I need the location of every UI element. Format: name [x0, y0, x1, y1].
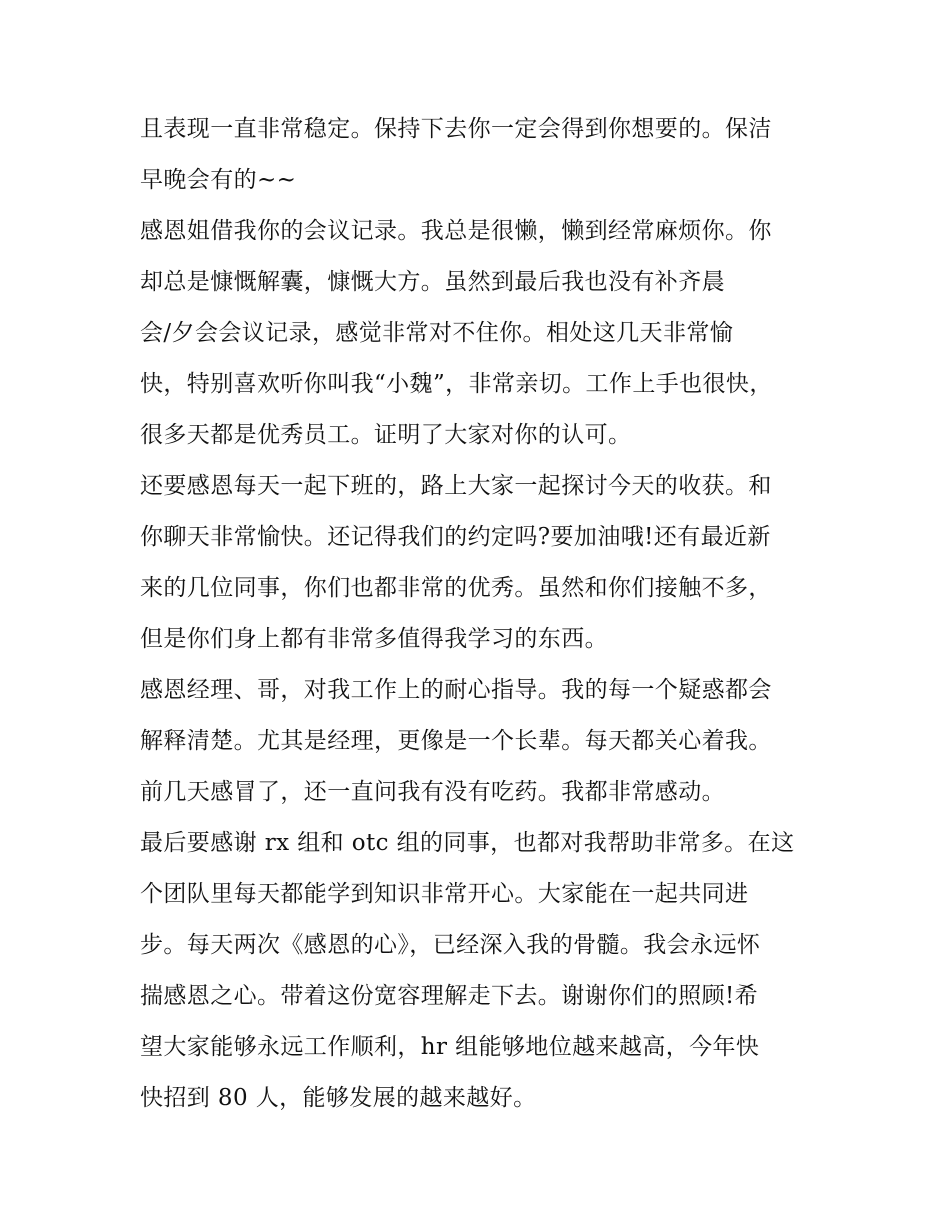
text-line: 且表现一直非常稳定。保持下去你一定会得到你想要的。保洁 — [140, 116, 772, 142]
text-line: 感恩姐借我你的会议记录。我总是很懒，懒到经常麻烦你。你 — [140, 218, 772, 244]
text-line: 还要感恩每天一起下班的，路上大家一起探讨今天的收获。和 — [140, 473, 772, 499]
text-line: 望大家能够永远工作顺利，hr 组能够地位越来越高，今年快 — [140, 1034, 760, 1060]
text-line: 会/夕会会议记录，感觉非常对不住你。相处这几天非常愉 — [140, 320, 734, 346]
document-body — [140, 104, 815, 1124]
text-line: 却总是慷慨解囊，慷慨大方。虽然到最后我也没有补齐晨 — [140, 269, 725, 295]
text-line: 解释清楚。尤其是经理，更像是一个长辈。每天都关心着我。 — [140, 728, 772, 754]
text-line: 步。每天两次《感恩的心》，已经深入我的骨髓。我会永远怀 — [140, 932, 761, 958]
text-line: 感恩经理、哥，对我工作上的耐心指导。我的每一个疑惑都会 — [140, 677, 772, 703]
text-line: 揣感恩之心。带着这份宽容理解走下去。谢谢你们的照顾!希 — [140, 983, 759, 1009]
text-line: 最后要感谢 rx 组和 otc 组的同事，也都对我帮助非常多。在这 — [140, 830, 795, 856]
text-line: 早晚会有的~~ — [140, 167, 297, 193]
text-line: 快招到 80 人，能够发展的越来越好。 — [140, 1085, 537, 1111]
text-line: 前几天感冒了，还一直问我有没有吃药。我都非常感动。 — [140, 779, 725, 805]
text-line: 快，特别喜欢听你叫我“小魏”，非常亲切。工作上手也很快， — [140, 371, 773, 397]
text-line: 个团队里每天都能学到知识非常开心。大家能在一起共同进 — [140, 881, 749, 907]
text-line: 你聊天非常愉快。还记得我们的约定吗?要加油哦!还有最近新 — [140, 524, 771, 550]
text-line: 很多天都是优秀员工。证明了大家对你的认可。 — [140, 422, 632, 448]
text-line: 来的几位同事，你们也都非常的优秀。虽然和你们接触不多， — [140, 575, 772, 601]
text-line: 但是你们身上都有非常多值得我学习的东西。 — [140, 626, 608, 652]
